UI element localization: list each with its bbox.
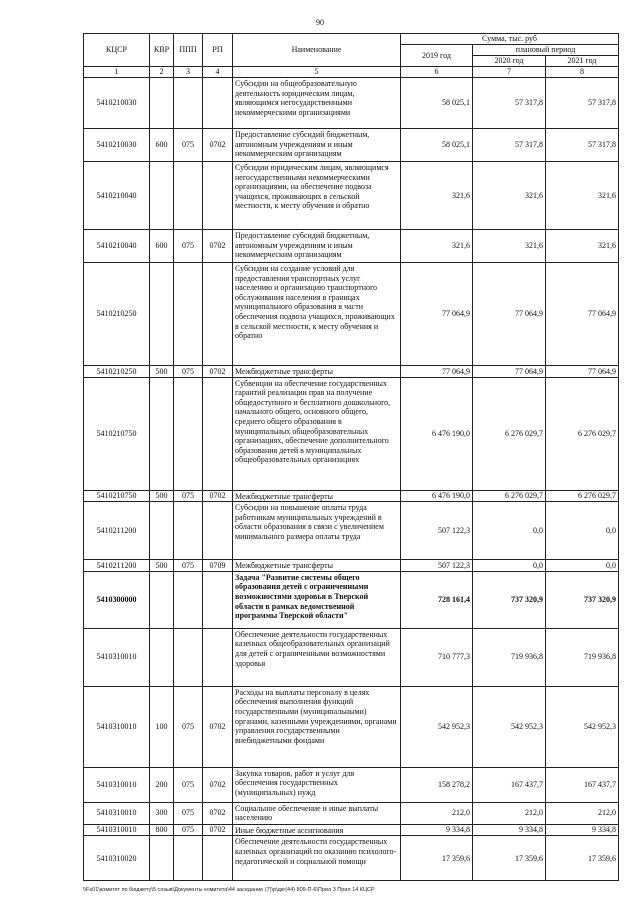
cell-2019: 710 777,3 <box>401 628 473 686</box>
cell-rp: 0702 <box>203 824 233 836</box>
page-number: 90 <box>316 18 324 27</box>
cell-name: Предоставление субсидий бюджетным, автономным учреждениям и иным некоммерческим организациям <box>233 129 401 162</box>
cell-name: Субвенции на обеспечение государственных гарантий реализации прав на получение общедоступного и бесплатного дошкольного, начального общего, основного общего, среднего общего образования в муниципальных общеобразовательных организациях, обеспечение дополнительного образования детей в муниципальных общеобразовательных организациях <box>233 377 401 490</box>
cell-ppp <box>174 571 203 628</box>
budget-table <box>83 33 619 881</box>
cell-kvr <box>150 502 174 560</box>
cell-rp <box>203 628 233 686</box>
cell-rp <box>203 162 233 230</box>
cell-2019: 542 952,3 <box>401 686 473 767</box>
table-row <box>84 802 619 824</box>
cell-kvr: 100 <box>150 686 174 767</box>
cell-2020: 0,0 <box>473 502 546 560</box>
cell-ppp: 075 <box>174 767 203 802</box>
cell-ppp <box>174 78 203 129</box>
table-row <box>84 502 619 560</box>
cell-2019: 158 278,2 <box>401 767 473 802</box>
cell-kcsr: 5410310010 <box>84 686 150 767</box>
cell-rp: 0702 <box>203 129 233 162</box>
cell-name: Межбюджетные трансферты <box>233 366 401 378</box>
cell-kvr <box>150 836 174 881</box>
cell-name: Обеспечение деятельности государственных казенных общеобразовательных организаций для детей с ограниченными возможностями здоровья <box>233 628 401 686</box>
cell-kvr: 300 <box>150 802 174 824</box>
cell-2020: 77 064,9 <box>473 366 546 378</box>
cell-2021: 9 334,8 <box>546 824 619 836</box>
table-row <box>84 628 619 686</box>
cell-name: Социальное обеспечение и иные выплаты населению <box>233 802 401 824</box>
cell-2019: 728 161,4 <box>401 571 473 628</box>
cell-2019: 321,6 <box>401 162 473 230</box>
cell-rp <box>203 571 233 628</box>
cell-2021: 167 437,7 <box>546 767 619 802</box>
cell-2019: 77 064,9 <box>401 263 473 366</box>
cell-2021: 321,6 <box>546 230 619 263</box>
cell-name: Иные бюджетные ассигнования <box>233 824 401 836</box>
cell-kvr: 200 <box>150 767 174 802</box>
cell-2021: 57 317,8 <box>546 129 619 162</box>
header-kcsr: КЦСР <box>84 34 150 67</box>
cell-2019: 6 476 190,0 <box>401 490 473 502</box>
cell-name: Субсидии юридическим лицам, являющимся негосударственными некоммерческими организациями, на обеспечение подвоза учащихся, проживающих в сельской местности, к месту обучения и обратно <box>233 162 401 230</box>
col-number-6: 6 <box>401 67 473 78</box>
cell-ppp: 075 <box>174 230 203 263</box>
cell-2020: 77 064,9 <box>473 263 546 366</box>
table-row <box>84 490 619 502</box>
cell-name: Закупка товаров, работ и услуг для обеспечения государственных (муниципальных) нужд <box>233 767 401 802</box>
cell-kvr <box>150 571 174 628</box>
table-row <box>84 366 619 378</box>
cell-2020: 167 437,7 <box>473 767 546 802</box>
cell-name: Субсидии на создание условий для предоставления транспортных услуг населению и организацию транспортного обслуживания населения в границах муниципального образования в части обеспечения подвоза учащихся, проживающих в сельской местности, к месту обучения и обратно <box>233 263 401 366</box>
cell-2019: 212,0 <box>401 802 473 824</box>
header-kvr: КВР <box>150 34 174 67</box>
cell-2019: 9 334,8 <box>401 824 473 836</box>
cell-kcsr: 5410310010 <box>84 767 150 802</box>
cell-ppp: 075 <box>174 824 203 836</box>
cell-kcsr: 5410210250 <box>84 366 150 378</box>
header-ppp: ППП <box>174 34 203 67</box>
cell-kvr <box>150 263 174 366</box>
cell-kcsr: 5410300000 <box>84 571 150 628</box>
cell-rp <box>203 263 233 366</box>
table-row <box>84 78 619 129</box>
cell-2020: 737 320,9 <box>473 571 546 628</box>
cell-2021: 17 359,6 <box>546 836 619 881</box>
cell-2020: 542 952,3 <box>473 686 546 767</box>
cell-ppp: 075 <box>174 560 203 572</box>
table-row <box>84 162 619 230</box>
cell-2020: 212,0 <box>473 802 546 824</box>
cell-kcsr: 5410210750 <box>84 490 150 502</box>
cell-rp <box>203 836 233 881</box>
col-number-4: 4 <box>203 67 233 78</box>
header-2019: 2019 год <box>401 45 473 67</box>
cell-ppp <box>174 502 203 560</box>
cell-rp: 0702 <box>203 230 233 263</box>
table-body <box>84 78 619 881</box>
cell-rp: 0702 <box>203 767 233 802</box>
header-name: Наименование <box>233 34 401 67</box>
cell-rp: 0702 <box>203 686 233 767</box>
cell-2021: 77 064,9 <box>546 263 619 366</box>
header-sum: Сумма, тыс. руб <box>401 34 619 45</box>
file-path-footer: \\Fs01\комитет по бюджету\5 созыв\Документы комитета\44 заседание (7)\р\дкг(44) 809-П-6\Прил 3 Прил 14 КЦСР <box>83 887 375 893</box>
cell-2019: 507 122,3 <box>401 560 473 572</box>
cell-kcsr: 5410210040 <box>84 230 150 263</box>
col-number-8: 8 <box>546 67 619 78</box>
cell-kvr: 500 <box>150 366 174 378</box>
table-row <box>84 377 619 490</box>
cell-2020: 9 334,8 <box>473 824 546 836</box>
cell-2021: 6 276 029,7 <box>546 377 619 490</box>
cell-2021: 6 276 029,7 <box>546 490 619 502</box>
cell-kvr: 600 <box>150 129 174 162</box>
cell-name: Межбюджетные трансферты <box>233 490 401 502</box>
cell-kvr: 800 <box>150 824 174 836</box>
cell-2019: 17 359,6 <box>401 836 473 881</box>
table-row <box>84 560 619 572</box>
cell-2020: 6 276 029,7 <box>473 377 546 490</box>
cell-rp: 0702 <box>203 802 233 824</box>
header-2021: 2021 год <box>546 56 619 67</box>
cell-kcsr: 5410310020 <box>84 836 150 881</box>
cell-2020: 719 936,8 <box>473 628 546 686</box>
table-row <box>84 824 619 836</box>
cell-name: Субсидии на общеобразовательную деятельность юридическим лицам, являющимся негосударственными некоммерческими организациями <box>233 78 401 129</box>
cell-ppp <box>174 628 203 686</box>
cell-2019: 6 476 190,0 <box>401 377 473 490</box>
table-row <box>84 571 619 628</box>
cell-2021: 542 952,3 <box>546 686 619 767</box>
cell-ppp <box>174 162 203 230</box>
table-header <box>84 34 619 78</box>
cell-ppp: 075 <box>174 802 203 824</box>
cell-ppp: 075 <box>174 686 203 767</box>
cell-kvr <box>150 78 174 129</box>
cell-2020: 0,0 <box>473 560 546 572</box>
cell-2021: 0,0 <box>546 502 619 560</box>
cell-kvr <box>150 628 174 686</box>
cell-2020: 321,6 <box>473 162 546 230</box>
cell-name: Межбюджетные трансферты <box>233 560 401 572</box>
cell-2021: 0,0 <box>546 560 619 572</box>
col-number-2: 2 <box>150 67 174 78</box>
cell-rp <box>203 502 233 560</box>
cell-kvr <box>150 377 174 490</box>
table-row <box>84 767 619 802</box>
cell-kvr <box>150 162 174 230</box>
cell-kvr: 500 <box>150 490 174 502</box>
cell-2019: 58 025,1 <box>401 129 473 162</box>
cell-2020: 57 317,8 <box>473 78 546 129</box>
cell-ppp: 075 <box>174 366 203 378</box>
cell-kcsr: 5410211200 <box>84 560 150 572</box>
cell-2019: 58 025,1 <box>401 78 473 129</box>
cell-2019: 507 122,3 <box>401 502 473 560</box>
cell-ppp: 075 <box>174 129 203 162</box>
table-row <box>84 836 619 881</box>
cell-kcsr: 5410211200 <box>84 502 150 560</box>
cell-2021: 321,6 <box>546 162 619 230</box>
cell-rp: 0702 <box>203 366 233 378</box>
cell-name: Задача "Развитие системы общего образования детей с ограниченными возможностями здоровья в Тверской области в рамках ведомственной программы Тверской области" <box>233 571 401 628</box>
cell-kcsr: 5410210250 <box>84 263 150 366</box>
cell-kcsr: 5410210040 <box>84 162 150 230</box>
cell-kvr: 500 <box>150 560 174 572</box>
cell-kcsr: 5410210030 <box>84 78 150 129</box>
cell-2020: 321,6 <box>473 230 546 263</box>
cell-ppp <box>174 377 203 490</box>
table-row <box>84 263 619 366</box>
cell-2019: 321,6 <box>401 230 473 263</box>
cell-name: Расходы на выплаты персоналу в целях обеспечения выполнения функций государственными (муниципальными) органами, казенными учреждениями, органами управления государственными внебюджетными фондами <box>233 686 401 767</box>
cell-kcsr: 5410310010 <box>84 802 150 824</box>
cell-2020: 6 276 029,7 <box>473 490 546 502</box>
cell-2019: 77 064,9 <box>401 366 473 378</box>
col-number-1: 1 <box>84 67 150 78</box>
col-number-5: 5 <box>233 67 401 78</box>
table-row <box>84 230 619 263</box>
col-number-7: 7 <box>473 67 546 78</box>
cell-2021: 719 936,8 <box>546 628 619 686</box>
cell-kcsr: 5410210030 <box>84 129 150 162</box>
cell-2021: 57 317,8 <box>546 78 619 129</box>
cell-2020: 57 317,8 <box>473 129 546 162</box>
cell-ppp: 075 <box>174 490 203 502</box>
cell-kvr: 600 <box>150 230 174 263</box>
cell-name: Обеспечение деятельности государственных казенных организаций по оказанию психолого-педагогической и социальной помощи <box>233 836 401 881</box>
cell-ppp <box>174 836 203 881</box>
cell-name: Субсидии на повышение оплаты труда работникам муниципальных учреждений в области образования в связи с увеличением минимального размера оплаты труда <box>233 502 401 560</box>
header-rp: РП <box>203 34 233 67</box>
cell-rp <box>203 377 233 490</box>
table-row <box>84 686 619 767</box>
cell-rp: 0709 <box>203 560 233 572</box>
cell-kcsr: 5410310010 <box>84 824 150 836</box>
cell-rp: 0702 <box>203 490 233 502</box>
cell-ppp <box>174 263 203 366</box>
cell-2020: 17 359,6 <box>473 836 546 881</box>
cell-kcsr: 5410210750 <box>84 377 150 490</box>
cell-2021: 737 320,9 <box>546 571 619 628</box>
cell-kcsr: 5410310010 <box>84 628 150 686</box>
header-2020: 2020 год <box>473 56 546 67</box>
col-number-3: 3 <box>174 67 203 78</box>
table-row <box>84 129 619 162</box>
header-planned-period: плановый период <box>473 45 619 56</box>
cell-2021: 212,0 <box>546 802 619 824</box>
cell-rp <box>203 78 233 129</box>
cell-name: Предоставление субсидий бюджетным, автономным учреждениям и иным некоммерческим организациям <box>233 230 401 263</box>
cell-2021: 77 064,9 <box>546 366 619 378</box>
